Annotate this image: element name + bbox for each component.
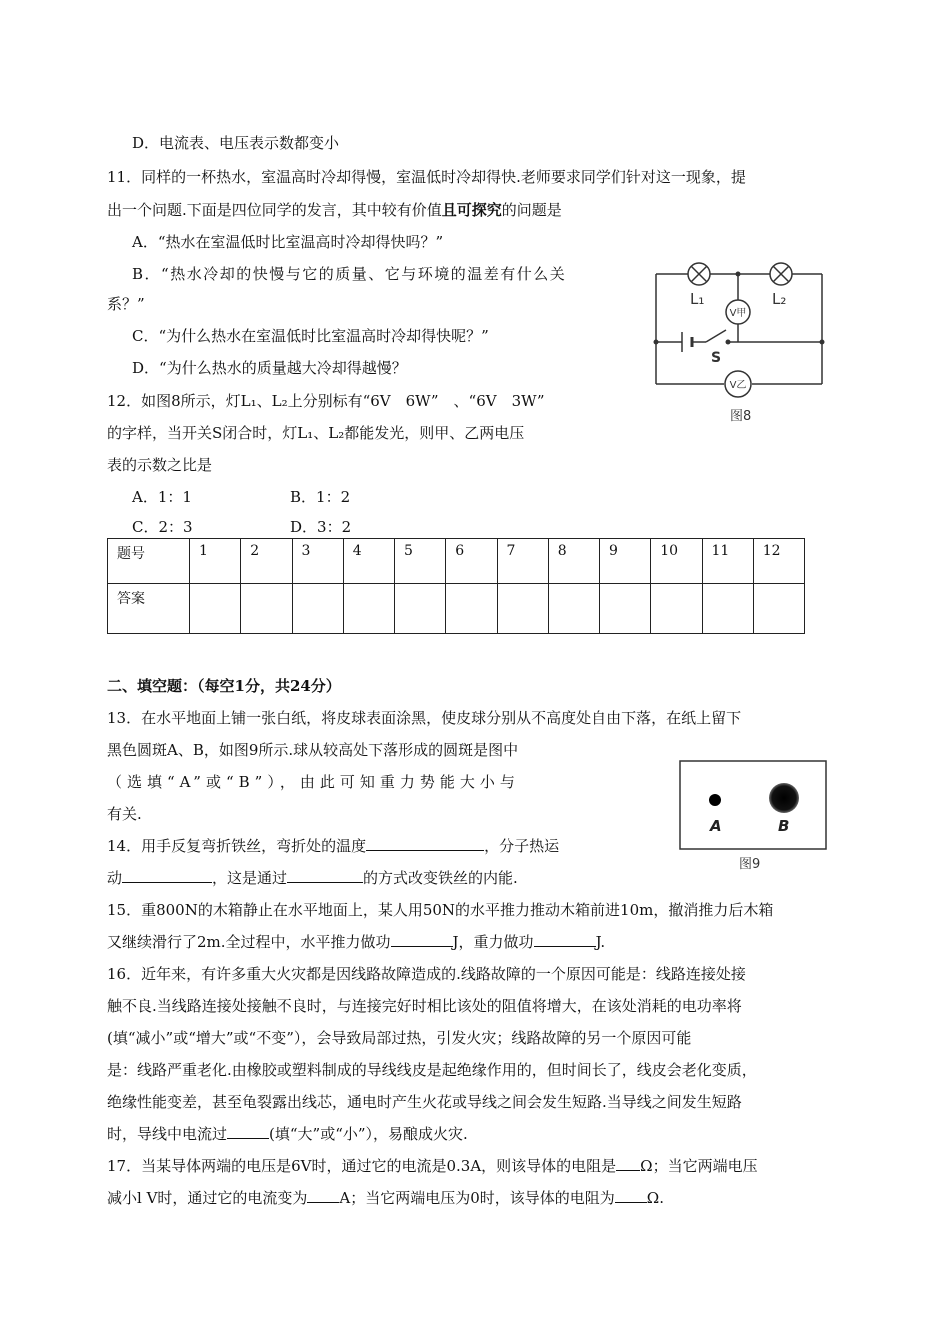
answer-cell[interactable] <box>190 584 241 634</box>
section-2-heading: 二、填空题：（每空1分，共24分） <box>107 677 341 695</box>
q17-blank-1[interactable] <box>616 1156 640 1171</box>
q14-line1 <box>107 836 559 856</box>
answer-cell[interactable] <box>753 584 804 634</box>
q16-text-a: 时，导线中电流过 <box>107 1125 228 1143</box>
spot-b-icon <box>769 783 799 813</box>
q16-blank-1[interactable] <box>227 1124 269 1139</box>
figure-8-caption: 图8 <box>730 409 752 424</box>
q11-option-a: A．“热水在室温低时比室温高时冷却得快吗？” <box>132 233 444 251</box>
q11-option-d: D．“为什么热水的质量越大冷却得越慢？ <box>132 359 407 377</box>
q12-option-a: A．1：1 <box>132 488 192 506</box>
q11-option-b-line2: 系？” <box>107 295 145 313</box>
q17-line2 <box>107 1188 664 1208</box>
q16-line1: 16．近年来，有许多重大火灾都是因线路故障造成的.线路故障的一个原因可能是：线路连接处接 <box>107 965 746 983</box>
table-number-cell: 5 <box>395 539 446 584</box>
q14-blank-3[interactable] <box>287 868 363 883</box>
q14-line2 <box>107 868 518 888</box>
q10-option-d: D．电流表、电压表示数都变小 <box>132 134 340 152</box>
q17-text-c: 减小l V时，通过它的电流变为 <box>107 1189 308 1207</box>
table-number-cell: 8 <box>548 539 599 584</box>
table-number-cell: 7 <box>497 539 548 584</box>
q12-stem-line3: 表的示数之比是 <box>107 456 213 474</box>
q17-blank-3[interactable] <box>615 1188 647 1203</box>
table-answer-row <box>108 584 805 634</box>
q15-line2 <box>107 932 605 952</box>
table-header-label: 题号 <box>108 539 190 584</box>
q14-text-d: ，这是通过 <box>212 869 288 887</box>
table-number-cell: 10 <box>651 539 702 584</box>
q16-line5: 绝缘性能变差，甚至龟裂露出线芯，通电时产生火花或导线之间会发生短路.当导线之间发生短路 <box>107 1093 742 1111</box>
q14-blank-2[interactable] <box>122 868 212 883</box>
q16-line2: 触不良.当线路连接处接触不良时，与连接完好时相比该处的阻值将增大，在该处消耗的电功率将 <box>107 997 742 1015</box>
q11-stem-tail: 的问题是 <box>501 201 562 219</box>
q14-text-c: 动 <box>107 869 123 887</box>
figure-9-spots <box>679 760 829 876</box>
table-number-cell: 9 <box>600 539 651 584</box>
answer-cell[interactable] <box>446 584 497 634</box>
lamp-l2-label: L₂ <box>772 290 787 308</box>
q15-line1: 15．重800N的木箱静止在水平地面上，某人用50N的水平推力推动木箱前进10m，撤消推力后木箱 <box>107 901 774 919</box>
q12-option-d: D．3：2 <box>290 518 352 536</box>
answer-cell[interactable] <box>651 584 702 634</box>
q13-stem-line1: 13．在水平地面上铺一张白纸，将皮球表面涂黑，使皮球分别从不高度处自由下落，在纸上留下 <box>107 709 742 727</box>
q17-line1 <box>107 1156 758 1176</box>
table-number-cell: 6 <box>446 539 497 584</box>
q11-option-b-line1: B．“热水冷却的快慢与它的质量、它与环境的温差有什么关 <box>132 265 567 283</box>
spot-b-label: B <box>778 817 790 835</box>
lamp-l1-label: L₁ <box>690 290 705 308</box>
table-number-cell: 3 <box>292 539 343 584</box>
answer-cell[interactable] <box>292 584 343 634</box>
q15-blank-2[interactable] <box>534 932 596 947</box>
q16-line4: 是：线路严重老化.由橡胶或塑料制成的导线线皮是起绝缘作用的，但时间长了，线皮会老化变质， <box>107 1061 757 1079</box>
q13-stem-line2: 黑色圆斑A、B，如图9所示.球从较高处下落形成的圆斑是图中 <box>107 741 519 759</box>
q12-option-b: B．1：2 <box>290 488 351 506</box>
q17-text-b: Ω；当它两端电压 <box>640 1157 758 1175</box>
q11-stem-line1: 11．同样的一杯热水，室温高时冷却得慢，室温低时冷却得快.老师要求同学们针对这一现象，提 <box>107 168 746 186</box>
table-number-cell: 1 <box>190 539 241 584</box>
voltmeter-yi-label: V乙 <box>729 380 747 391</box>
table-number-cell: 12 <box>753 539 804 584</box>
lamp-l1-icon <box>688 263 710 285</box>
q11-stem-emphasis: 且可探究 <box>441 201 502 219</box>
answer-cell[interactable] <box>702 584 753 634</box>
answer-cell[interactable] <box>497 584 548 634</box>
q12-stem-line1: 12．如图8所示，灯L₁、L₂上分别标有“6V 6W” 、“6V 3W” <box>107 392 545 410</box>
table-header-row <box>108 539 805 584</box>
q11-stem-text: 出一个问题.下面是四位同学的发言，其中较有价值 <box>107 201 442 219</box>
q17-blank-2[interactable] <box>307 1188 339 1203</box>
q11-option-c: C．“为什么热水在室温低时比室温高时冷却得快呢？” <box>132 327 489 345</box>
answer-cell[interactable] <box>343 584 394 634</box>
q13-stem-line4: 有关. <box>107 805 142 823</box>
answer-cell[interactable] <box>600 584 651 634</box>
lamp-l2-icon <box>770 263 792 285</box>
q14-text-a: 14．用手反复弯折铁丝，弯折处的温度 <box>107 837 367 855</box>
answer-cell[interactable] <box>395 584 446 634</box>
figure-9-caption: 图9 <box>739 857 761 872</box>
q17-text-e: Ω. <box>646 1189 665 1207</box>
spot-a-icon <box>709 794 721 806</box>
table-number-cell: 2 <box>241 539 292 584</box>
q16-text-b: (填“大”或“小”），易酿成火灾. <box>269 1125 468 1143</box>
table-number-cell: 4 <box>343 539 394 584</box>
q14-text-e: 的方式改变铁丝的内能. <box>363 869 518 887</box>
figure-8-circuit <box>648 258 828 428</box>
answer-table <box>107 538 805 634</box>
table-number-cell: 11 <box>702 539 753 584</box>
table-answer-label: 答案 <box>108 584 190 634</box>
q13-stem-line3: （选填“A”或“B”），由此可知重力势能大小与 <box>107 773 520 791</box>
switch-s-label: S <box>711 350 722 366</box>
q15-text-c: J. <box>595 933 606 951</box>
spot-a-label: A <box>710 817 722 835</box>
q17-text-d: A；当它两端电压为0时，该导体的电阻为 <box>339 1189 615 1207</box>
q11-stem-line2 <box>107 200 562 220</box>
q15-text-a: 又继续滑行了2m.全过程中，水平推力做功 <box>107 933 391 951</box>
q14-blank-1[interactable] <box>366 836 484 851</box>
q16-line6 <box>107 1124 468 1144</box>
answer-cell[interactable] <box>241 584 292 634</box>
q15-blank-1[interactable] <box>391 932 453 947</box>
q14-text-b: ，分子热运 <box>484 837 560 855</box>
q12-stem-line2: 的字样，当开关S闭合时，灯L₁、L₂都能发光，则甲、乙两电压 <box>107 424 525 442</box>
q12-option-c: C．2：3 <box>132 518 193 536</box>
q17-text-a: 17．当某导体两端的电压是6V时，通过它的电流是0.3A，则该导体的电阻是 <box>107 1157 617 1175</box>
voltmeter-jia-label: V甲 <box>729 308 747 319</box>
q16-line3: (填“减小”或“增大”或“不变”），会导致局部过热，引发火灾；线路故障的另一个原因可能 <box>107 1029 692 1047</box>
figure-9-paper <box>680 761 826 849</box>
q15-text-b: J，重力做功 <box>452 933 534 951</box>
answer-cell[interactable] <box>548 584 599 634</box>
